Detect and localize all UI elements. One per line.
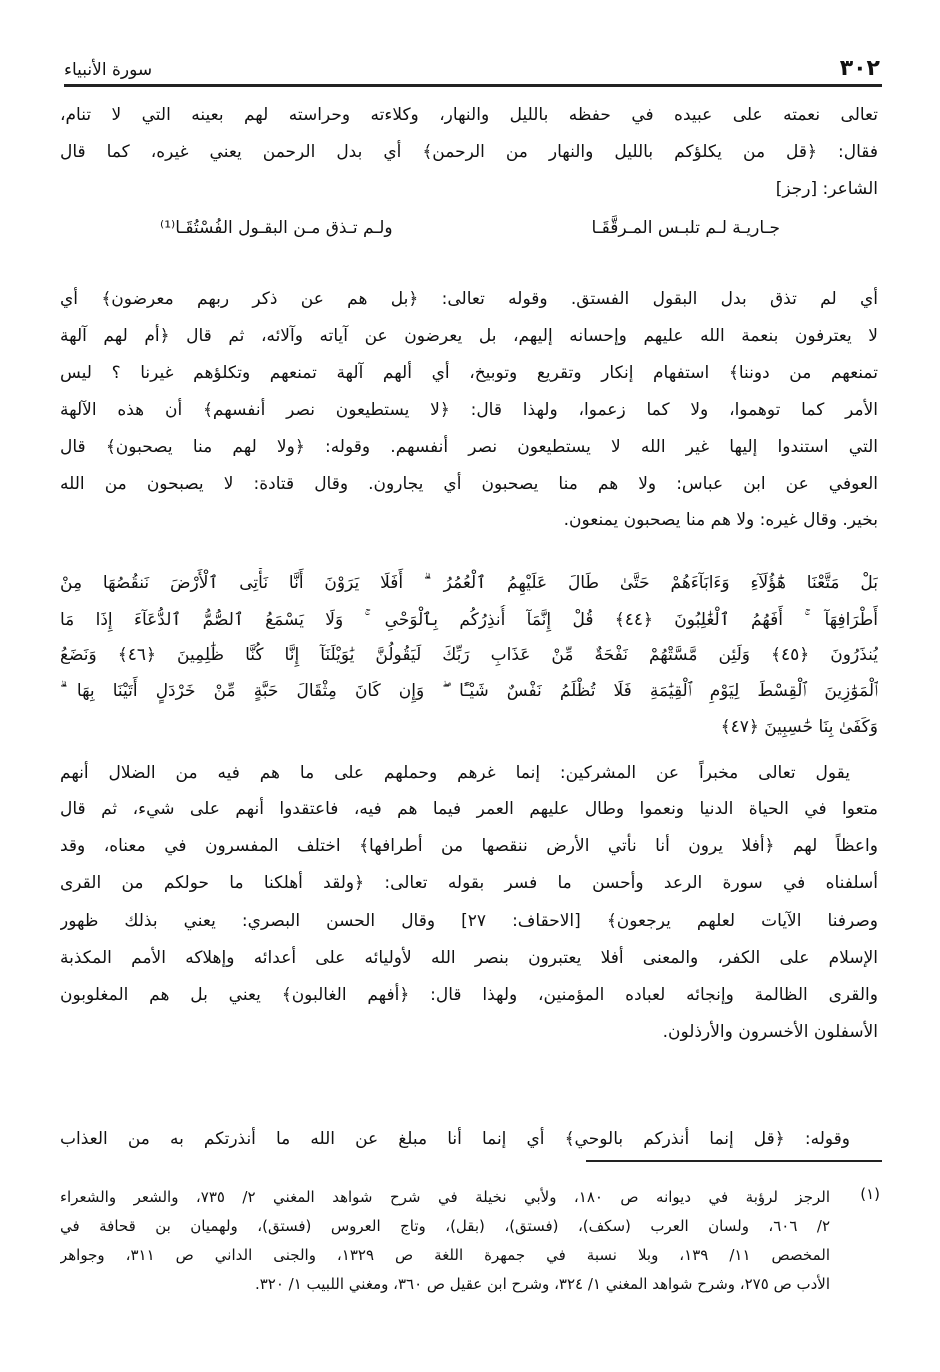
header-rule bbox=[64, 84, 882, 87]
quran-line: بَلْ مَتَّعْنَا هَٰٓؤُلَآءِ وَءَابَآءَهُمْ حَتَّىٰ طَالَ عَلَيْهِمُ ٱلْعُمُرُ ۗ أَفَلَا يَرَوْنَ أَنَّا نَأْتِى ٱلْأَرْضَ نَنقُصُهَا مِنْ bbox=[60, 573, 878, 593]
page-number: ٣٠٢ bbox=[839, 56, 880, 81]
text-line: الأمر كما توهموا، ولا كما زعموا، ولهذا قال: ﴿لا يستطيعون نصر أنفسهم﴾ أن هذه الآلهة bbox=[60, 400, 878, 420]
quran-line: يُنذَرُونَ ﴿٤٥﴾ وَلَئِن مَّسَّتْهُمْ نَفْحَةٌ مِّنْ عَذَابِ رَبِّكَ لَيَقُولُنَّ يَٰوَيْلَنَآ إِنَّا كُنَّا ظَٰلِمِينَ ﴿٤٦﴾ وَنَضَعُ bbox=[60, 645, 878, 665]
text-line: تمنعهم من دوننا﴾ استفهام إنكار وتقريع وتوبيخ، أي ألهم آلهة تمنعهم وتكلؤهم غيرنا ؟ ليس bbox=[60, 363, 878, 383]
text-line: بخير. وقال غيره: ولا هم منا يصحبون يمنعون. bbox=[563, 510, 878, 530]
text-line: أي لم تذق بدل البقول الفستق. وقوله تعالى: ﴿بل هم عن ذكر ربهم معرضون﴾ أي bbox=[60, 289, 878, 309]
hemistich-2: جـاريـة لـم تلبـس المـرقَّقَـا bbox=[591, 218, 780, 238]
text-line: واعظاً لهم ﴿أفلا يرون أنا نأتي الأرض ننقصها من أطرافها﴾ اختلف المفسرون في معناه، وقد bbox=[60, 836, 878, 856]
footnote-rule bbox=[586, 1160, 882, 1162]
text-line: أسلفناه في سورة الرعد وأحسن ما فسر بقوله تعالى: ﴿ولقد أهلكنا ما حولكم من القرى bbox=[60, 873, 878, 893]
text-line: فقال: ﴿قل من يكلؤكم بالليل والنهار من الرحمن﴾ أي بدل الرحمن يعني غيره، كما قال bbox=[60, 142, 878, 162]
footnote-line: الأدب ص ٢٧٥، وشرح شواهد المغني ١/ ٣٢٤، وشرح ابن عقيل ص ٣٦٠، ومغني اللبيب ١/ ٣٢٠. bbox=[254, 1275, 830, 1293]
hemistich-1: ولـم تـذق مـن البقـول الفُسْتُقَـا⁽¹⁾ bbox=[160, 218, 393, 238]
surah-title: سورة الأنبياء bbox=[64, 60, 153, 80]
quran-line: أَطْرَافِهَآ ۚ أَفَهُمُ ٱلْغَٰلِبُونَ ﴿٤٤﴾ قُلْ إِنَّمَآ أُنذِرُكُم بِٱلْوَحْىِ ۚ وَلَا يَسْمَعُ ٱلصُّمُّ ٱلدُّعَآءَ إِذَا مَا bbox=[60, 610, 878, 630]
text-line: التي استندوا إليها غير الله لا يستطيعون نصر أنفسهم. وقوله: ﴿ولا لهم منا يصحبون﴾ قال bbox=[60, 437, 878, 457]
text-line: الشاعر: [رجز] bbox=[775, 179, 878, 199]
text-line: متعوا في الحياة الدنيا ونعموا وطال عليهم العمر فيما هم فيه، فاعتقدوا أنهم على شيء، ثم قال bbox=[60, 799, 878, 819]
text-line: وقوله: ﴿قل إنما أنذركم بالوحي﴾ أي إنما أنا مبلغ عن الله ما أنذرتكم به من العذاب bbox=[60, 1129, 850, 1149]
text-line: يقول تعالى مخبراً عن المشركين: إنما غرهم وحملهم على ما هم فيه من الضلال أنهم bbox=[60, 763, 850, 783]
text-line: تعالى نعمته على عبيده في حفظه بالليل والنهار، وكلاءته وحراسته لهم بعينه التي لا تنام، bbox=[60, 105, 878, 125]
text-line: الأسفلون الأخسرون والأرذلون. bbox=[662, 1022, 878, 1042]
text-line: والقرى الظالمة وإنجائه لعباده المؤمنين، ولهذا قال: ﴿أفهم الغالبون﴾ يعني بل هم المغلوبون bbox=[60, 985, 878, 1005]
footnote-line: ٢/ ٦٠٦، ولسان العرب (سكف)، (فستق)، (بقل)، وتاج العروس (فستق)، ولهميان بن قحافة في bbox=[60, 1217, 830, 1235]
quran-line: ٱلْمَوَٰزِينَ ٱلْقِسْطَ لِيَوْمِ ٱلْقِيَٰمَةِ فَلَا تُظْلَمُ نَفْسٌ شَيْـًٔا ۖ وَإِن كَانَ مِثْقَالَ حَبَّةٍ مِّنْ خَرْدَلٍ أَتَيْنَا بِهَا ۗ bbox=[60, 681, 878, 701]
poetry-verse bbox=[160, 218, 780, 238]
quran-line: وَكَفَىٰ بِنَا حَٰسِبِينَ ﴿٤٧﴾ bbox=[720, 717, 878, 737]
text-line: لا يعترفون بنعمة الله عليهم وإحسانه إليهم، بل يعرضون عن آياته وآلائه، ثم قال ﴿أم لهم آلهة bbox=[60, 326, 878, 346]
text-line: العوفي عن ابن عباس: ولا هم منا يصحبون أي يجارون. وقال قتادة: لا يصبحون من الله bbox=[60, 474, 878, 494]
text-line: الإسلام على الكفر، والمعنى أفلا يعتبرون بنصر الله لأوليائه على أعدائه وإهلاكه الأمم المكذبة bbox=[60, 948, 878, 968]
footnote-line: الرجز لرؤبة في ديوانه ص ١٨٠، ولأبي نخيلة في شرح شواهد المغني ٢/ ٧٣٥، والشعر والشعراء bbox=[60, 1188, 830, 1206]
footnote-line: المخصص ١١/ ١٣٩، وبلا نسبة في جمهرة اللغة ص ١٣٢٩، والجنى الداني ص ٣١١، وجواهر bbox=[60, 1246, 830, 1264]
footnote-marker: (١) bbox=[860, 1185, 880, 1203]
text-line: وصرفنا الآيات لعلهم يرجعون﴾ [الاحقاف: ٢٧] وقال الحسن البصري: يعني بذلك ظهور bbox=[60, 911, 878, 931]
